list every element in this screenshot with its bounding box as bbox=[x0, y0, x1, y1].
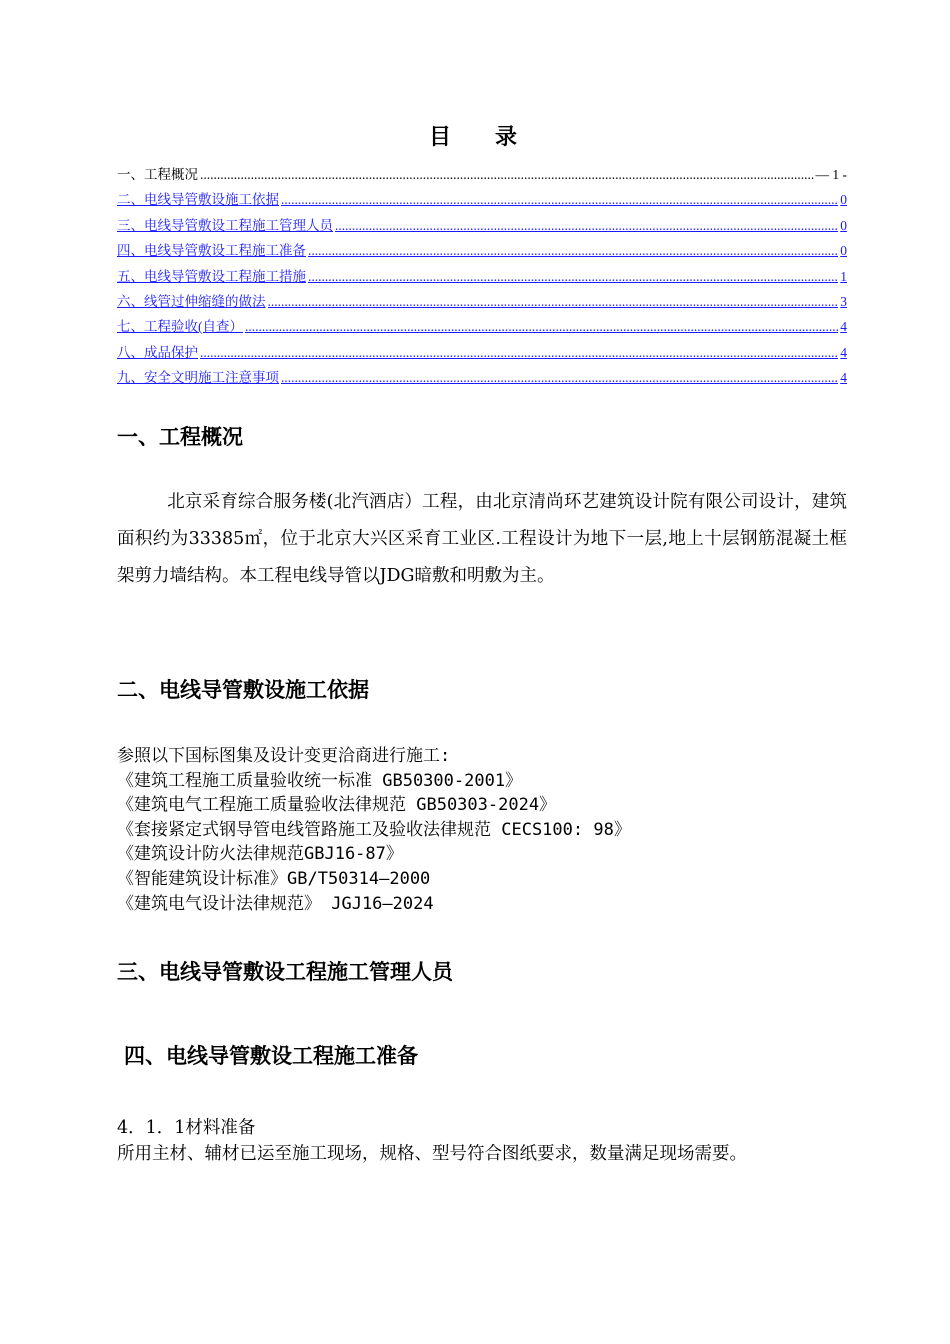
toc-title-char-1: 目 bbox=[428, 124, 455, 150]
reference-item: 《建筑电气工程施工质量验收法律规范 GB50303-2024》 bbox=[117, 795, 557, 816]
toc-entry-2[interactable]: 二、电线导管敷设施工依据 ..... 0 bbox=[117, 188, 847, 213]
section-2-heading: 二、电线导管敷设施工依据 bbox=[117, 678, 369, 702]
toc-title bbox=[0, 120, 950, 151]
reference-item: 《套接紧定式钢导管电线管路施工及验收法律规范 CECS100: 98》 bbox=[117, 819, 631, 840]
table-of-contents bbox=[117, 163, 847, 392]
section-4-paragraph: 所用主材、辅材已运至施工现场，规格、型号符合图纸要求，数量满足现场需要。 bbox=[117, 1144, 747, 1164]
toc-entry-6[interactable]: 六、线管过伸缩缝的做法 ..... 3 bbox=[117, 290, 847, 315]
toc-entry-4[interactable]: 四、电线导管敷设工程施工准备 ..... 0 bbox=[117, 239, 847, 264]
toc-entry-8[interactable]: 八、成品保护 ..... 4 bbox=[117, 341, 847, 366]
toc-title-char-2: 录 bbox=[495, 124, 522, 150]
section-3-heading: 三、电线导管敷设工程施工管理人员 bbox=[117, 960, 453, 984]
reference-item: 《建筑设计防火法律规范GBJ16-87》 bbox=[117, 844, 403, 865]
toc-entry-3[interactable]: 三、电线导管敷设工程施工管理人员 ..... 0 bbox=[117, 214, 847, 239]
section-1-paragraph: 北京采育综合服务楼(北汽酒店）工程，由北京清尚环艺建筑设计院有限公司设计，建筑面积约为33385㎡，位于北京大兴区采育工业区.工程设计为地下一层,地上十层钢筋混凝土框架剪力墙结构。本工程电线导管以JDG暗敷和明敷为主。 bbox=[117, 492, 847, 586]
reference-list bbox=[117, 744, 847, 916]
section-1-heading: 一、工程概况 bbox=[117, 425, 243, 449]
toc-entry-5[interactable]: 五、电线导管敷设工程施工措施 ..... 1 bbox=[117, 265, 847, 290]
toc-entry-7[interactable]: 七、工程验收(自查） ..... 4 bbox=[117, 315, 847, 340]
reference-item: 《智能建筑设计标准》GB/T50314—2000 bbox=[117, 868, 431, 889]
section-4-subheading: 4．1．1材料准备 bbox=[117, 1118, 256, 1138]
toc-entry-9[interactable]: 九、安全文明施工注意事项 ..... 4 bbox=[117, 366, 847, 391]
reference-intro: 参照以下国标图集及设计变更洽商进行施工: bbox=[117, 746, 451, 766]
toc-entry-1[interactable]: 一、工程概况 ..... — 1 - bbox=[117, 163, 847, 188]
section-4-heading: 四、电线导管敷设工程施工准备 bbox=[124, 1044, 418, 1068]
reference-item: 《建筑电气设计法律规范》 JGJ16—2024 bbox=[117, 893, 434, 914]
reference-item: 《建筑工程施工质量验收统一标准 GB50300-2001》 bbox=[117, 770, 523, 791]
